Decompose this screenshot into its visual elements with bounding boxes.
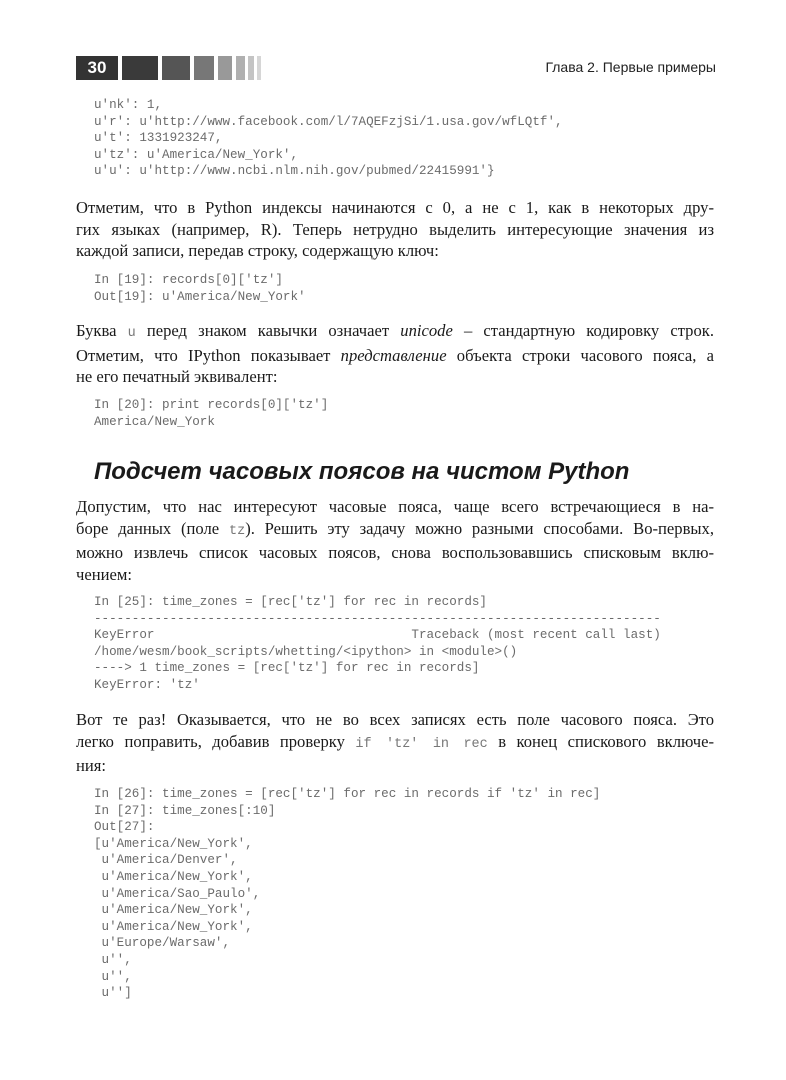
code-line: u'', xyxy=(94,952,132,967)
code-line: u'America/New_York', xyxy=(94,869,253,884)
code-line: KeyError Traceback (most recent call last) xyxy=(94,628,661,643)
code-line: u'America/New_York', xyxy=(94,903,253,918)
emphasis: unicode xyxy=(400,321,453,340)
code-line: America/New_York xyxy=(94,414,215,429)
code-line: u't': 1331923247, xyxy=(94,131,223,146)
code-line: u'', xyxy=(94,969,132,984)
code-line: u'u': u'http://www.ncbi.nlm.nih.gov/pubmed/22415991'} xyxy=(94,164,495,179)
code-line: u'r': u'http://www.facebook.com/l/7AQEFzjSi/1.usa.gov/wfLQtf', xyxy=(94,114,563,129)
chapter-title: Глава 2. Первые примеры xyxy=(545,59,716,75)
code-line: In [20]: print records[0]['tz'] xyxy=(94,398,329,412)
text-run: в конец спискового включе- xyxy=(487,731,715,751)
code-block xyxy=(94,594,661,694)
code-line: In [27]: time_zones[:10] xyxy=(94,803,276,818)
text-line: гих языках (например, R). Теперь нетрудно выделить интересующие значения из xyxy=(76,219,714,239)
header-bar xyxy=(194,56,214,80)
inline-code: u xyxy=(127,326,136,341)
text-line: Вот те раз! Оказывается, что не во всех записях есть поле часового пояса. Это xyxy=(76,710,714,729)
text-line: можно извлечь список часовых поясов, снова воспользовавшись списковым вклю- xyxy=(76,543,714,562)
page-header xyxy=(76,56,716,82)
code-block xyxy=(94,97,563,180)
code-line: In [26]: time_zones = [rec['tz'] for rec in records if 'tz' in rec] xyxy=(94,787,601,801)
code-block xyxy=(94,272,306,305)
text-run: легко поправить, добавив проверку xyxy=(76,731,356,751)
section-heading: Подсчет часовых поясов на чистом Python xyxy=(94,458,630,485)
code-line: u'America/Sao_Paulo', xyxy=(94,886,261,901)
header-bar xyxy=(122,56,158,80)
text-line xyxy=(76,731,714,756)
text-run: боре данных (поле xyxy=(76,518,229,538)
header-bar xyxy=(257,56,261,80)
header-bar xyxy=(218,56,232,80)
paragraph xyxy=(76,496,714,585)
code-line: Out[27]: xyxy=(94,820,155,835)
paragraph xyxy=(76,320,714,388)
code-line: Out[19]: u'America/New_York' xyxy=(94,289,306,304)
code-line: u'America/Denver', xyxy=(94,853,238,868)
inline-code: tz xyxy=(228,523,246,539)
text-line: не его печатный эквивалент: xyxy=(76,367,278,386)
text-run: перед знаком кавычки означает xyxy=(135,321,401,340)
code-block xyxy=(94,397,328,430)
paragraph xyxy=(76,197,714,262)
code-line: KeyError: 'tz' xyxy=(94,677,200,692)
text-line xyxy=(76,320,714,345)
text-line xyxy=(76,518,714,543)
page-number: 30 xyxy=(76,56,118,80)
inline-code: if 'tz' in rec xyxy=(355,736,488,752)
code-line: --------------------------------------------------------------------------- xyxy=(94,611,661,626)
code-line: u'tz': u'America/New_York', xyxy=(94,147,299,162)
header-bar xyxy=(162,56,190,80)
text-line: ния: xyxy=(76,756,107,775)
code-line: u'America/New_York', xyxy=(94,919,253,934)
code-line: u'nk': 1, xyxy=(94,98,163,112)
text-line xyxy=(76,345,714,367)
code-line: [u'America/New_York', xyxy=(94,836,253,851)
text-run: объекта строки часового пояса, а xyxy=(446,345,715,365)
code-line: In [19]: records[0]['tz'] xyxy=(94,273,283,287)
code-line: In [25]: time_zones = [rec['tz'] for rec in records] xyxy=(94,595,487,609)
code-line: u''] xyxy=(94,986,132,1001)
code-line: ----> 1 time_zones = [rec['tz'] for rec in records] xyxy=(94,661,480,676)
text-run: ). Решить эту задачу можно разными способами. Во-первых, xyxy=(245,518,714,538)
paragraph xyxy=(76,709,714,777)
text-line: каждой записи, передав строку, содержащую ключ: xyxy=(76,241,439,260)
text-line: Допустим, что нас интересуют часовые пояса, чаще всего встречающиеся в на- xyxy=(76,497,714,516)
code-line: u'Europe/Warsaw', xyxy=(94,936,231,951)
header-bar xyxy=(248,56,254,80)
text-run: – стандартную кодировку строк. xyxy=(452,321,714,340)
text-line: чением: xyxy=(76,564,132,584)
emphasis: представление xyxy=(340,345,447,365)
code-line: /home/wesm/book_scripts/whetting/<ipython> in <module>() xyxy=(94,644,518,659)
text-run: Отметим, что IPython показывает xyxy=(76,345,341,365)
text-line: Отметим, что в Python индексы начинаются с 0, а не с 1, как в некоторых дру- xyxy=(76,198,714,217)
header-bar xyxy=(236,56,245,80)
code-block xyxy=(94,786,600,1002)
text-run: Буква xyxy=(76,321,128,340)
